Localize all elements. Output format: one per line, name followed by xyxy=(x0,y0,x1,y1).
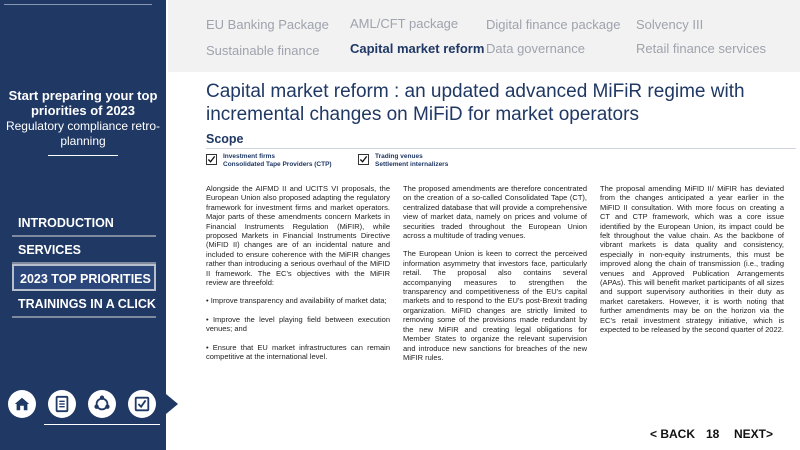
body-column-1 xyxy=(206,184,390,371)
back-button[interactable]: < BACK xyxy=(650,427,696,441)
bullet-item: • Improve transparency and availability of market data; xyxy=(206,296,387,306)
nav-item-trainings[interactable]: TRAININGS IN A CLICK xyxy=(12,291,156,318)
paragraph: Alongside the AIFMD II and UCITS VI proposals, the European Union also proposed adapting the regulatory framework for investment firms and market operators. Major parts of these amendments concern Markets in Financial Instruments Regulation (MiFIR), while proposed Markets in Financial Instruments Directive (MiFID II) changes are of an incidental nature and included to ensure coherence with the MiFIR changes rather than introducing a serious overhaul of the MiFID II framework. The EC’s objectives with the MiFIR review are threefold: xyxy=(206,184,390,288)
sidebar xyxy=(0,0,166,450)
page-title: Capital market reform : an updated advanced MiFiR regime with incremental changes on MiFiD for market operators xyxy=(206,81,745,125)
nav-item-top-priorities[interactable]: 2023 TOP PRIORITIES xyxy=(12,264,156,291)
promo-heading: Start preparing your top priorities of 2023 xyxy=(8,88,158,118)
icon-bar-underline xyxy=(44,424,160,425)
paragraph: The proposed amendments are therefore concentrated on the creation of a so-called Consolidated Tape (CT), centralized database that will provide a comprehensive view of market data, namely on prices and volume of securities traded throughout the European Union across a multitude of trading venues. xyxy=(403,184,587,241)
nav-item-services[interactable]: SERVICES xyxy=(12,237,156,264)
checklist-icon[interactable] xyxy=(128,390,156,418)
checkbox-checked-icon[interactable] xyxy=(358,154,369,165)
tab-eu-banking-package[interactable]: EU Banking Package xyxy=(206,17,329,32)
topic-tab-grid xyxy=(168,0,800,72)
tab-capital-market-reform[interactable]: Capital market reform xyxy=(350,41,485,56)
tab-solvency-iii[interactable]: Solvency III xyxy=(636,17,704,32)
sidebar-top-divider xyxy=(4,4,152,5)
scope-item-investment-firms xyxy=(206,153,332,169)
sidebar-pointer xyxy=(166,394,178,414)
promo-subheading: Regulatory compliance retro-planning xyxy=(5,119,161,148)
body-column-3 xyxy=(600,184,784,344)
page-number: 18 xyxy=(706,427,720,441)
tab-sustainable-finance[interactable]: Sustainable finance xyxy=(206,43,320,58)
scope-item-line2: Settlement internalizers xyxy=(375,161,449,168)
bullet-item: • Ensure that EU market infrastructures can remain competitive at the international level. xyxy=(206,342,390,362)
sidebar-nav xyxy=(12,210,156,318)
tab-digital-finance-package[interactable]: Digital finance package xyxy=(486,17,621,32)
nav-item-introduction[interactable]: INTRODUCTION xyxy=(12,210,156,237)
checkbox-checked-icon[interactable] xyxy=(206,154,217,165)
home-icon[interactable] xyxy=(8,390,36,418)
tab-retail-finance-services[interactable]: Retail finance services xyxy=(636,41,767,56)
body-column-2 xyxy=(403,184,587,371)
document-icon[interactable] xyxy=(48,390,76,418)
promo-underline xyxy=(48,155,118,156)
sidebar-promo xyxy=(0,88,166,156)
scope-item-trading-venues xyxy=(358,153,448,169)
bullet-item: • Improve the level playing field between execution venues; and xyxy=(206,314,390,334)
scope-heading: Scope xyxy=(206,132,244,146)
cycle-icon[interactable] xyxy=(88,390,116,418)
next-button[interactable]: NEXT> xyxy=(734,427,774,441)
tab-data-governance[interactable]: Data governance xyxy=(486,41,586,56)
scope-item-line1: Trading venues xyxy=(375,153,423,160)
paragraph: The proposal amending MiFID II/ MiFIR has deviated from the changes anticipated a year earlier in the MiFID II consultation. With more focus on creating a CT and CTP framework, which was a core issue identified by the European Union, its impact could be felt throughout the value chain. As the backbone of vibrant markets is data quality and consistency, especially in non-equity instruments, this must be improved along the chain of transmission (i.e., trading venues and Approved Publication Arrangements (APAs). This will benefit market participants of all sizes and support supervisory authorities in their duty as market caretakers. However, it is worth noting that further amendments may be on the horizon via the EC’s retail investment strategy initiative, which is expected to be released by the second quarter of 2022. xyxy=(600,184,784,335)
sidebar-icon-bar xyxy=(6,390,162,426)
tab-aml-cft-package[interactable]: AML/CFT package xyxy=(350,16,459,31)
scope-item-line1: Investment firms xyxy=(223,153,276,160)
scope-item-line2: Consolidated Tape Providers (CTP) xyxy=(223,161,332,168)
scope-divider xyxy=(206,148,796,149)
paragraph: The European Union is keen to correct the perceived information asymmetry that investors face, particularly retail. The proposal also contains several accompanying measures to strengthen the transparency and competitiveness of the EU’s capital markets and to respond to the EU’s post-Brexit trading organization. MiFID changes are strictly limited to removing some of the provisions made redundant by the new MiFIR and creating legal obligations for Member States to organize the relevant supervision and introduce new sanctions for breaches of the new MiFIR rules. xyxy=(403,249,587,362)
